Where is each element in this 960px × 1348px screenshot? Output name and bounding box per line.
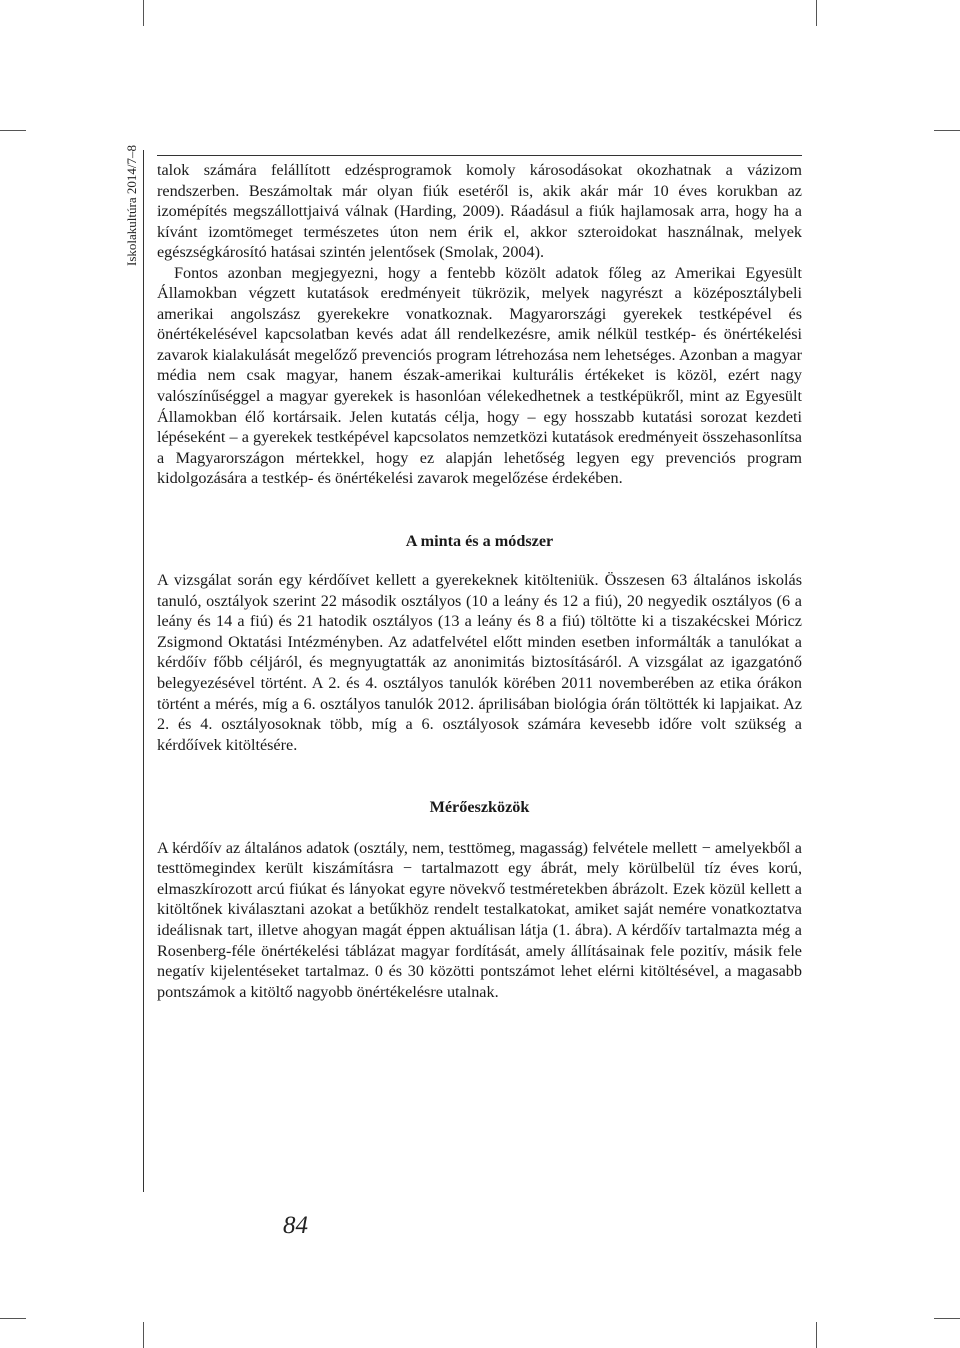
crop-mark [816, 0, 817, 26]
body-text [157, 160, 802, 1002]
paragraph: Fontos azonban megjegyezni, hogy a fentebb közölt adatok főleg az Amerikai Egyesült Államokban végzett kutatások eredményeit tükrözik, melyek nagyrészt a középosztálybeli amerikai angolszász gyerekekre vonatkoznak. Magyarországi gyerekek testképével és önértékelésével kapcsolatban kevés adat áll rendelkezésre, amik nélkül testkép- és önértékelési zavarok kialakulását megelőző prevenciós program létrehozása nem lehetséges. Azonban a magyar média nem csak magyar, hanem észak-amerikai kulturális értékeket is közöl, ezért nagy valószínűséggel a magyar gyerekek is hasonlóan vélekedhetnek a testképükről, mint az Egyesült Államokban élő kortársaik. Jelen kutatás célja, hogy – egy hosszabb kutatási sorozat kezdeti lépéseként – a gyerekek testképével kapcsolatos nemzetközi kutatások eredményeit összehasonlítsa a Magyarországon mértekkel, hogy ez alapján lehetőség legyen egy prevenciós program kidolgozására a testkép- és önértékelési zavarok megelőzése érdekében. [157, 263, 802, 488]
paragraph: talok számára felállított edzésprogramok komoly károsodásokat okozhatnak a vázizom rendszerben. Beszámoltak már olyan fiúk esetéről is, akik akár már 10 éves korukban az izomépítés megszállottjaivá válnak (Harding, 2009). Ráadásul a fiúk hajlamosak arra, hogy ha a kívánt izomtömeget természetes úton nem érik el, akkor szteroidokat használnak, melyek egészségkárosító hatásai szintén jelentősek (Smolak, 2004). [157, 161, 802, 262]
crop-mark [143, 0, 144, 26]
paragraph: A kérdőív az általános adatok (osztály, nem, testtömeg, magasság) felvétele mellett − amelyekből a testtömegindex került kiszámításra − tartalmazott egy ábrát, mely körülbelül tíz éves korú, elmaszkírozott arcú fiúkat és lányokat egyre növekvő testméretekben ábrázolt. Ezek közül kellett a kitöltőnek kiválasztani azokat a betűkhöz rendelt testalkatokat, amiket saját nemére vonatkoztatva ideálisnak tart, illetve ahogyan magát éppen aktuálisan látja (1. ábra). A kérdőív tartalmazta még a Rosenberg-féle önértékelési táblázat magyar fordítását, amely állításainak fele pozitív, másik fele negatív kijelentéseket tartalmaz. 0 és 30 közötti pontszámot lehet elérni kitöltésével, a magasabb pontszámok a kitöltő nagyobb önértékelésre utalnak. [157, 838, 802, 1001]
section-heading: Mérőeszközök [429, 798, 530, 817]
crop-mark [816, 1322, 817, 1348]
margin-rule-vertical [143, 150, 144, 1192]
crop-mark [0, 130, 26, 131]
running-head: Iskolakultúra 2014/7–8 [124, 145, 139, 266]
crop-mark [934, 1318, 960, 1319]
section-heading: A minta és a módszer [405, 531, 554, 550]
header-rule [157, 155, 802, 156]
crop-mark [934, 130, 960, 131]
page-number: 84 [283, 1212, 308, 1239]
paragraph: A vizsgálat során egy kérdőívet kellett a gyerekeknek kitölteniük. Összesen 63 általános iskolás tanuló, osztályok szerint 22 második osztályos (10 a leány és 12 a fiú), 20 negyedik osztályos (6 a leány és 14 a fiú) és 21 hatodik osztályos (13 a leány és 8 a fiú) töltötte ki a tiszakécskei Móricz Zsigmond Oktatási Intézményben. Az adatfelvétel előtt minden esetben informálták a tanulókat a kérdőív főbb céljáról, és megnyugtatták az anonimitás biztosításáról. A vizsgálat az igazgatónő belegyezésével történt. A 2. és 4. osztályos tanulók körében 2011 novemberében az etika órákon történt a mérés, míg a 6. osztályos tanulók 2012. áprilisában biológia órán töltötték ki lapjaikat. Az 2. és 4. osztályosoknak több, míg a 6. osztályosok számára kevesebb időre volt szükség a kérdőívek kitöltésére. [157, 571, 802, 754]
crop-mark [0, 1318, 26, 1319]
crop-mark [143, 1322, 144, 1348]
